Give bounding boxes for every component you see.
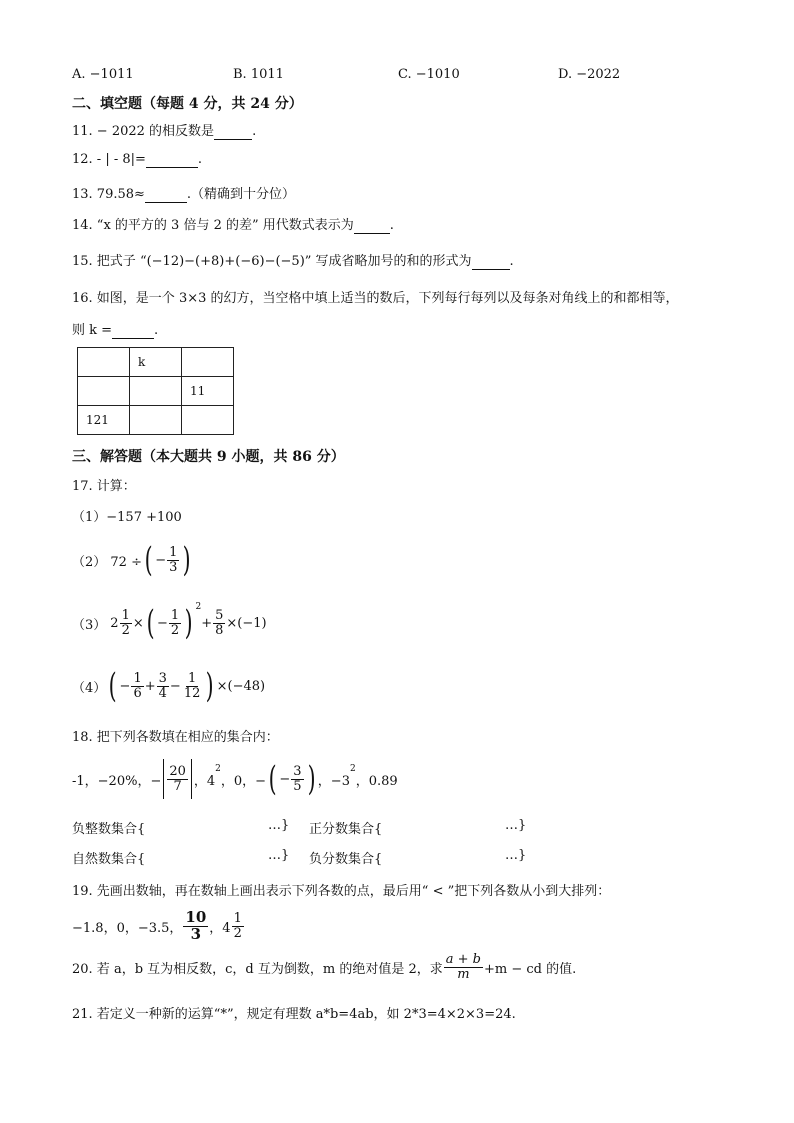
question-15	[72, 250, 514, 270]
denominator: 4	[158, 685, 167, 701]
numerator: 10	[185, 907, 207, 926]
set-end: …}	[505, 848, 527, 863]
denominator: 6	[133, 685, 142, 701]
q17-p2-label: （2） 72 ÷	[72, 554, 142, 570]
denominator: 2	[121, 622, 130, 638]
denominator: 7	[173, 778, 182, 794]
answer-blank	[145, 187, 187, 203]
q17-p3-tail: ×(−1)	[226, 615, 267, 631]
set-end: …}	[268, 818, 290, 833]
q18-seg: ，−3	[317, 773, 350, 789]
denominator: 12	[183, 685, 201, 701]
q17-p4-tail: ×(−48)	[216, 678, 266, 694]
q19-seg: −1.8，0，−3.5，	[72, 920, 183, 936]
q17-part3: （3） 2 $\frac{1}{2}$ × ( − $\frac{1}{2}$ ) $^2$ + $\frac{5}{8}$ ×(−1)	[72, 602, 267, 643]
set-natural-numbers: 自然数集合{	[72, 852, 146, 867]
question-13	[72, 183, 295, 203]
exponent: 2	[349, 764, 356, 774]
q14-text: 14. “x 的平方的 3 倍与 2 的差” 用代数式表示为	[72, 218, 354, 233]
set-negative-integers: 负整数集合{	[72, 822, 146, 837]
answer-blank	[472, 254, 510, 270]
numerator: 20	[169, 763, 186, 779]
grid-cell: 11	[182, 377, 234, 406]
question-16-line1: 16. 如图，是一个 3×3 的幻方，当空格中填上适当的数后，下列每行每列以及每条对角线上的和都相等，	[72, 291, 679, 306]
denominator: 3	[169, 559, 178, 575]
grid-cell	[78, 377, 130, 406]
q18-seg: ，4	[193, 773, 216, 789]
q17-part2: （2） 72 ÷ ( − $\frac{1}{3}$ )	[72, 540, 192, 580]
q14-end: .	[389, 218, 394, 233]
q18-seg: ，0.89	[355, 773, 398, 789]
question-18-label: 18. 把下列各数填在相应的集合内：	[72, 730, 279, 745]
grid-cell: k	[130, 348, 182, 377]
question-11	[72, 120, 256, 140]
section-2-title: 二、填空题（每题 4 分，共 24 分）	[72, 96, 303, 112]
denominator: 3	[190, 924, 202, 943]
question-12	[72, 152, 202, 168]
question-21: 21. 若定义一种新的运算“*”，规定有理数 a*b=4ab，如 2*3=4×2×3=24.	[72, 1007, 516, 1022]
numerator: 1	[233, 910, 242, 926]
question-19-text: 19. 先画出数轴，再在数轴上画出表示下列各数的点，最后用“ < ”把下列各数从小到大排列：	[72, 884, 611, 899]
question-16-line2	[72, 319, 158, 339]
exponent: 2	[215, 764, 221, 774]
q18-numbers: -1，−20%，− $\frac{20}{7}$ ，4 $^2$ ，0，− ( − $\frac{3}{5}$ ) ，−3 $^2$ ，0.89	[72, 759, 398, 799]
set-negative-fractions: 负分数集合{	[309, 852, 383, 867]
numerator: 5	[215, 607, 224, 623]
q18-seg: ，0，−	[220, 773, 267, 789]
q15-end: .	[509, 254, 514, 269]
q13-end: .（精确到十分位）	[186, 187, 296, 202]
numerator: 3	[158, 670, 167, 686]
numerator: 1	[133, 670, 142, 686]
grid-cell: 121	[78, 406, 130, 435]
q11-end: .	[252, 124, 257, 139]
option-c: C. −1010	[398, 67, 460, 82]
question-17-label: 17. 计算：	[72, 479, 136, 494]
grid-cell	[182, 348, 234, 377]
q17-p3-label: （3）	[72, 617, 107, 633]
answer-blank	[214, 124, 252, 140]
grid-cell	[130, 377, 182, 406]
q16-text: 则 k =	[72, 323, 113, 338]
q15-text: 15. 把式子 “(−12)−(+8)+(−6)−(−5)” 写成省略加号的和的形式为	[72, 254, 472, 269]
q17-part4: （4） ( − $\frac{1}{6}$ + $\frac{3}{4}$ − $\frac{1}{12}$ ) ×(−48)	[72, 666, 266, 706]
numerator: 1	[170, 607, 180, 623]
q18-seg: -1，−20%，−	[72, 773, 162, 789]
grid-cell	[182, 406, 234, 435]
q17-p4-label: （4）	[72, 680, 107, 696]
answer-blank	[146, 152, 198, 168]
denominator: m	[457, 966, 470, 982]
option-d: D. −2022	[558, 67, 621, 82]
question-20	[72, 946, 576, 988]
exponent: 2	[195, 602, 202, 612]
answer-blank	[112, 323, 154, 339]
grid-cell	[78, 348, 130, 377]
option-b: B. 1011	[233, 67, 284, 82]
denominator: 2	[233, 925, 242, 941]
answer-blank	[354, 218, 390, 234]
numerator: 1	[169, 544, 178, 560]
q11-text: 11. − 2022 的相反数是	[72, 124, 215, 139]
q13-text: 13. 79.58≈	[72, 187, 145, 202]
set-end: …}	[505, 818, 527, 833]
magic-square	[77, 347, 234, 435]
set-end: …}	[268, 848, 290, 863]
whole-part: 2	[110, 615, 119, 631]
set-positive-fractions: 正分数集合{	[309, 822, 383, 837]
numerator: 3	[293, 763, 302, 779]
question-14	[72, 214, 394, 234]
numerator: 1	[187, 670, 197, 686]
grid-cell	[130, 406, 182, 435]
numerator: 1	[121, 607, 130, 623]
numerator: a + b	[445, 951, 481, 967]
denominator: 5	[293, 778, 302, 794]
section-3-title: 三、解答题（本大题共 9 小题，共 86 分）	[72, 449, 345, 465]
option-a: A. −1011	[72, 67, 134, 82]
q12-end: .	[197, 152, 203, 167]
denominator: 2	[170, 622, 180, 638]
q20-text-end: +m − cd 的值.	[483, 961, 577, 977]
q19-seg: ，4	[209, 920, 231, 936]
q20-text: 20. 若 a，b 互为相反数，c，d 互为倒数，m 的绝对值是 2，求	[72, 961, 443, 977]
q12-text: 12. - | - 8|=	[72, 152, 146, 167]
denominator: 8	[215, 622, 224, 638]
q19-numbers	[72, 905, 245, 947]
q17-part1: （1）−157 +100	[72, 510, 182, 525]
q16-end: .	[154, 323, 159, 338]
